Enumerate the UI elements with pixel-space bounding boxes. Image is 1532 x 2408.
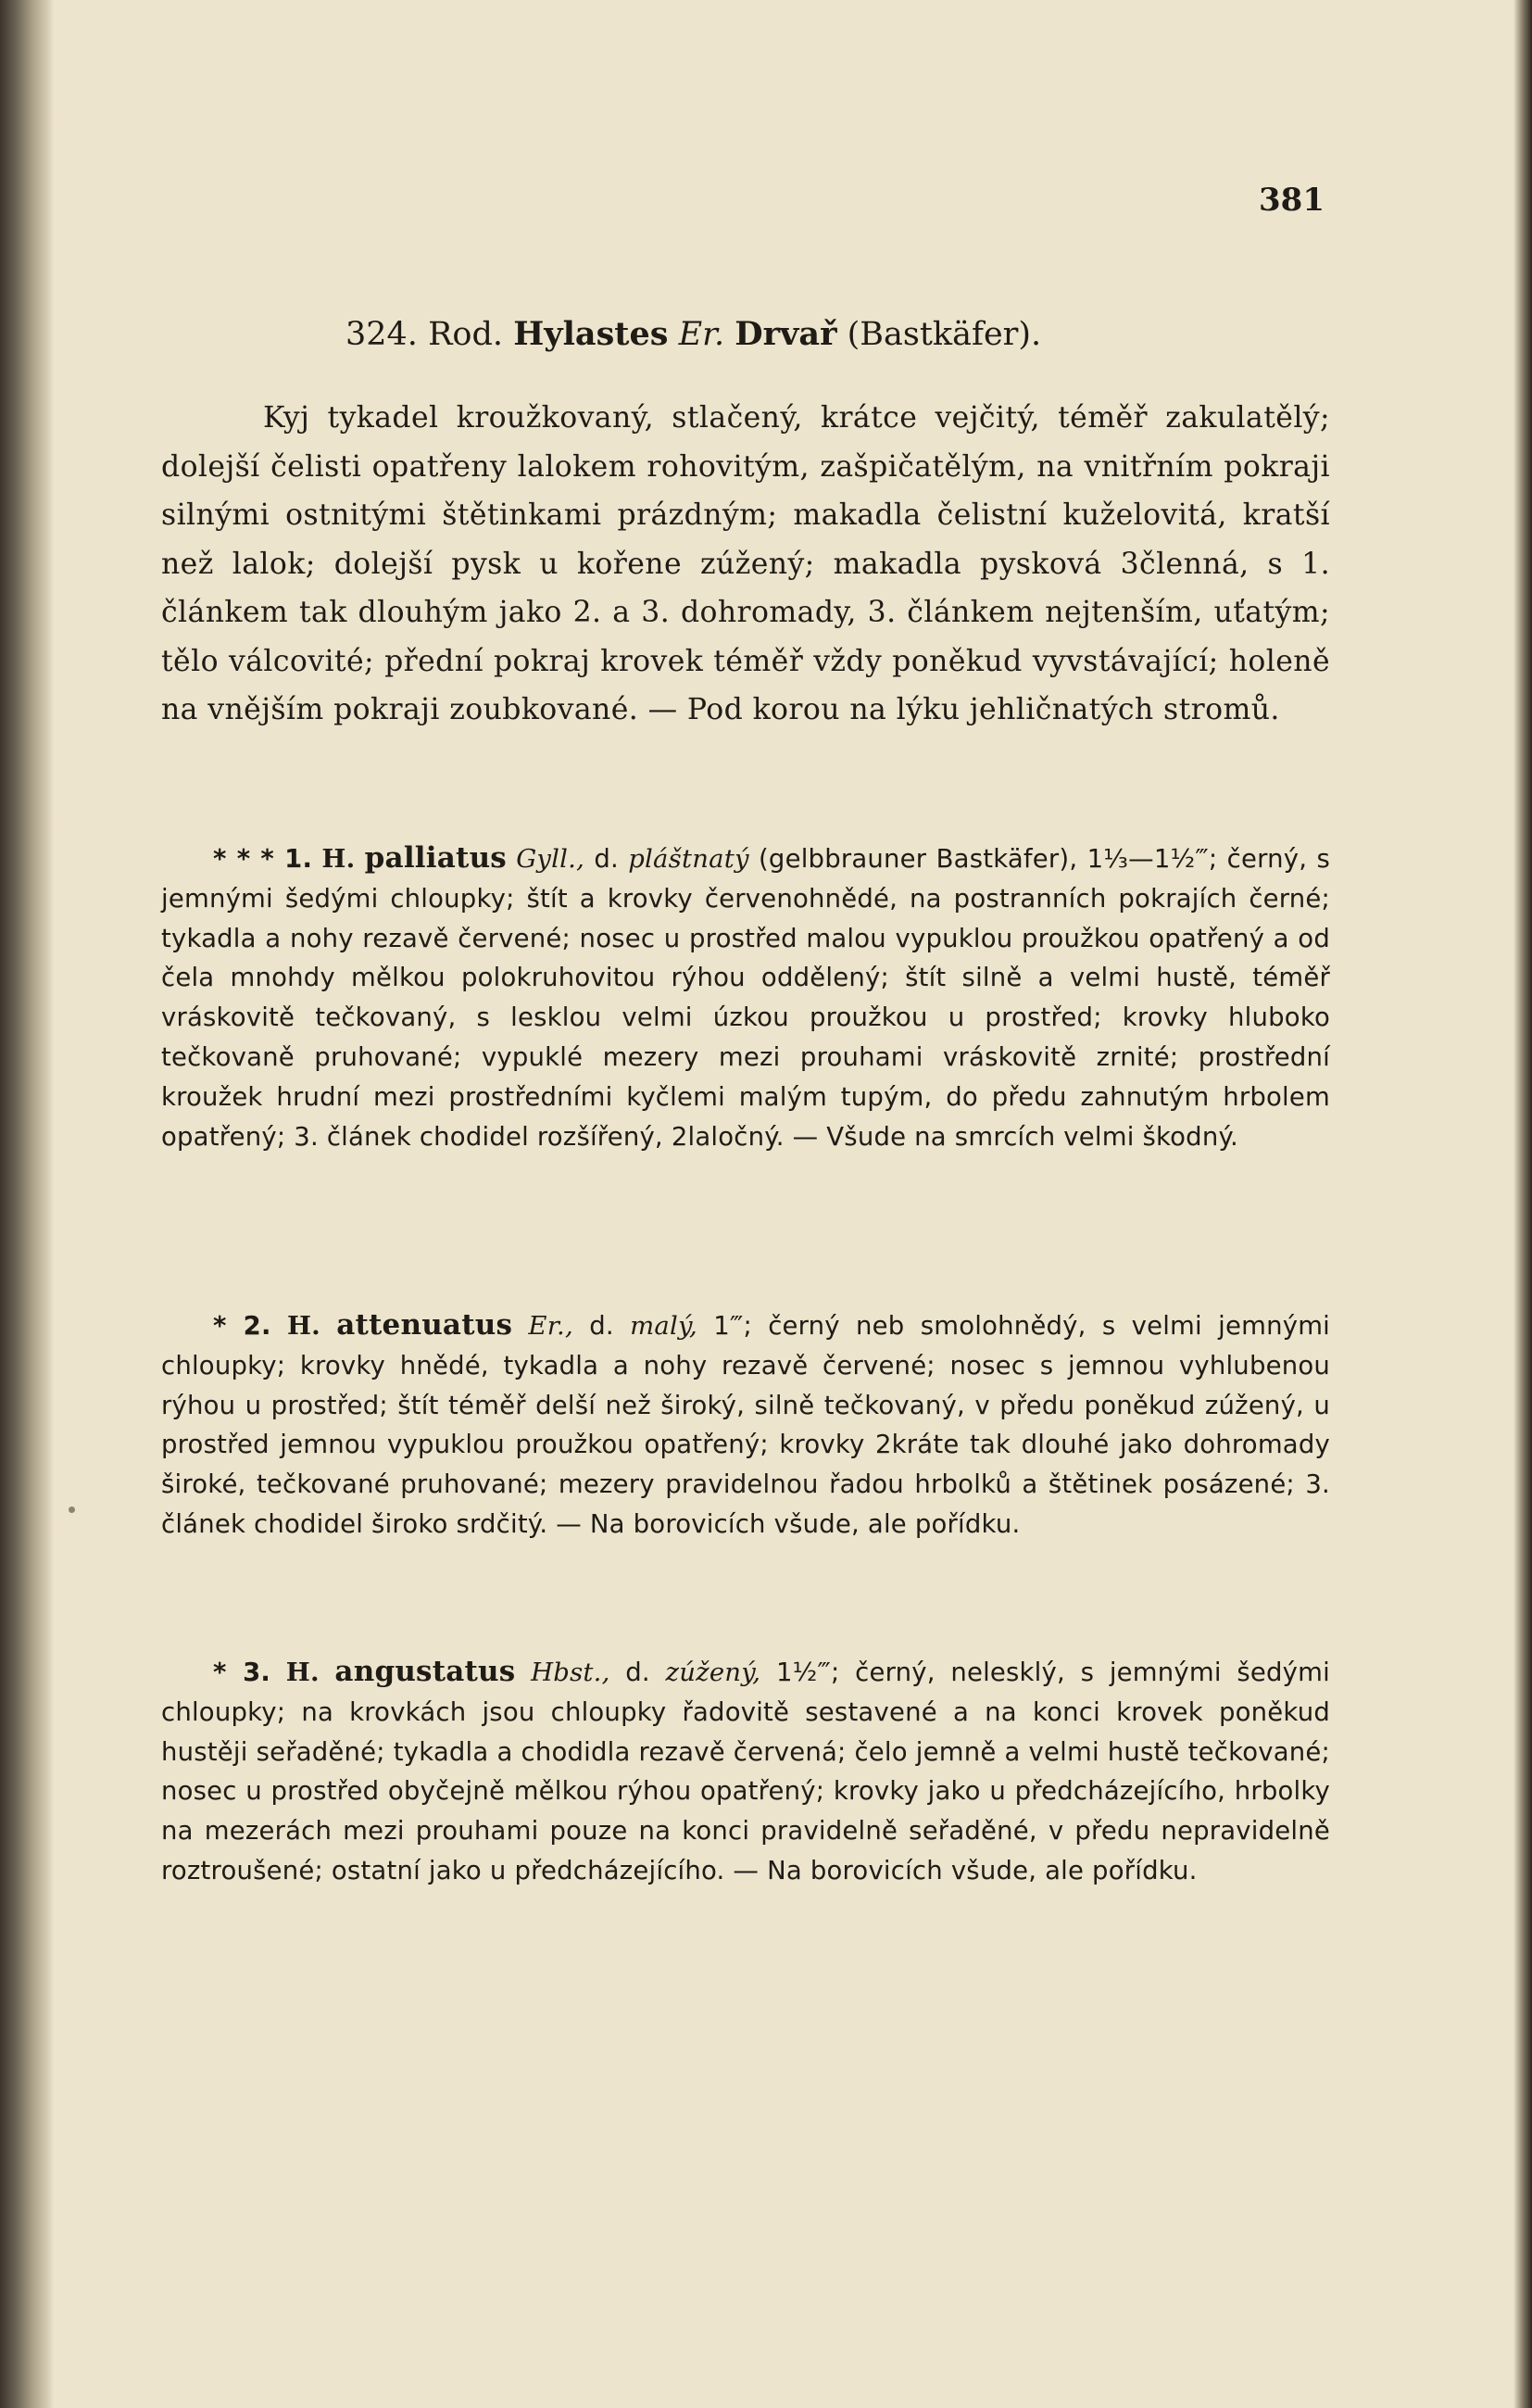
page-gutter-shadow xyxy=(0,0,54,2408)
species-description: 1½‴; černý, nelesklý, s jemnými šedými chloupky; na krovkách jsou chloupky řadovitě sestavené a na konci krovek poněkud hustěji seřaděné; tykadla a chodidla rezavě červená; čelo jemně a velmi hustě tečkované; nosec u prostřed obyčejně mělkou rýhou opatřený; krovky jako u předcházejícího, hrbolky na mezerách mezi prouhami pouze na konci pravidelně seřaděné, v předu nepravidelně roztroušené; ostatní jako u předcházejícího. — Na borovicích všude, ale pořídku. xyxy=(161,1658,1330,1885)
species-czech-name: zúžený, xyxy=(665,1658,761,1687)
genus-name: Hylastes xyxy=(513,315,669,353)
species-entry-palliatus xyxy=(161,838,1330,1156)
species-entry-attenuatus xyxy=(161,1305,1330,1544)
species-czech-name: pláštnatý xyxy=(628,844,749,874)
species-marker: * 2. xyxy=(213,1311,271,1341)
species-author: Hbst., xyxy=(531,1658,610,1687)
species-entry-angustatus xyxy=(161,1652,1330,1891)
species-epithet: palliatus xyxy=(364,841,507,875)
genus-number: 324. xyxy=(345,316,418,353)
genus-author: Er. xyxy=(678,316,725,353)
species-description: 1‴; černý neb smolohnědý, s velmi jemnými chloupky; krovky hnědé, tykadla a nohy rezavě červené; nosec s jemnou vyhlubenou rýhou u prostřed; štít téměř delší než široký, silně tečkovaný, v předu poněkud zúžený, u prostřed jemnou vypuklou proužkou opatřený; krovky 2kráte tak dlouhé jako dohromady široké, tečkované pruhované; mezery pravidelnou řadou hrbolků a štětinek posázené; 3. článek chodidel široko srdčitý. — Na borovicích všude, ale pořídku. xyxy=(161,1311,1331,1539)
rod-label: Rod. xyxy=(428,316,504,353)
species-marker: * 3. xyxy=(213,1658,271,1687)
genus-german-name: (Bastkäfer). xyxy=(847,316,1042,353)
species-description: (gelbbrauner Bastkäfer), 1⅓—1½‴; černý, s jemnými šedými chloupky; štít a krovky červenohnědé, na postranních pokrajích černé; tykadla a nohy rezavě červené; nosec u prostřed malou vypuklou proužkou opatřený a od čela mnohdy mělkou polokruhovitou rýhou oddělený; štít silně a velmi hustě, téměř vráskovitě tečkovaný, s lesklou velmi úzkou proužkou u prostřed; krovky hluboko tečkovaně pruhované; vypuklé mezery mezi prouhami vráskovitě zrnité; prostřední kroužek hrudní mezi prostředními kyčlemi malým tupým, do předu zahnutým hrbolem opatřený; 3. článek chodidel rozšířený, 2laločný. — Všude na smrcích velmi škodný. xyxy=(161,844,1330,1152)
paper-speck xyxy=(69,1507,75,1513)
species-epithet: attenuatus xyxy=(336,1308,513,1342)
species-czech-name: malý, xyxy=(630,1311,697,1341)
genus-heading xyxy=(345,315,1179,353)
genus-description: Kyj tykadel kroužkovaný, stlačený, krátce vejčitý, téměř zakulatělý; dolejší čelisti opatřeny lalokem rohovitým, zašpičatělým, na vnitřním pokraji silnými ostnitými štětinkami prázdným; makadla čelistní kuželovitá, kratší než lalok; dolejší pysk u kořene zúžený; makadla pysková 3členná, s 1. článkem tak dlouhým jako 2. a 3. dohromady, 3. článkem nejtenším, uťatým; tělo válcovité; přední pokraj krovek téměř vždy poněkud vyvstávající; holeně na vnějším pokraji zoubkované. — Pod korou na lýku jehličnatých stromů. xyxy=(161,401,1330,726)
species-genus-abbr: H. xyxy=(321,844,356,874)
species-d-label: d. xyxy=(594,844,619,874)
species-marker: * * * 1. xyxy=(213,844,313,874)
species-author: Er., xyxy=(528,1311,573,1341)
species-d-label: d. xyxy=(589,1311,614,1341)
species-d-label: d. xyxy=(625,1658,650,1687)
genus-czech-name: Drvař xyxy=(735,315,837,353)
page-number: 381 xyxy=(1259,182,1325,219)
page-right-edge xyxy=(1513,0,1532,2408)
species-author: Gyll., xyxy=(516,844,585,874)
species-epithet: angustatus xyxy=(334,1655,516,1688)
species-genus-abbr: H. xyxy=(285,1658,320,1687)
species-genus-abbr: H. xyxy=(286,1311,320,1341)
